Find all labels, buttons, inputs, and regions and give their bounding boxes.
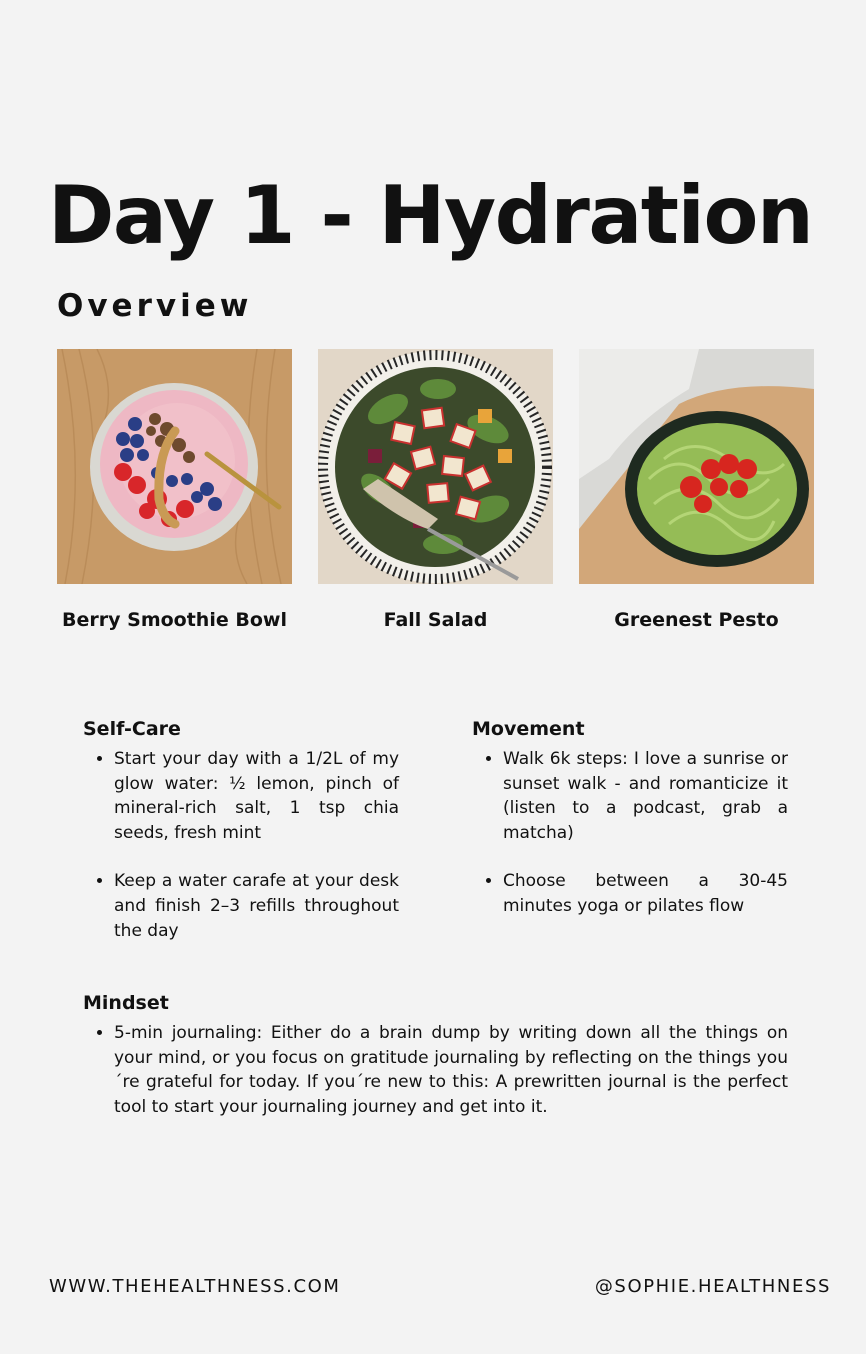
social-handle[interactable]: @SOPHIE.HEALTHNESS	[594, 1276, 831, 1297]
website-link[interactable]: WWW.THEHEALTHNESS.COM	[49, 1276, 341, 1297]
recipe-caption: Greenest Pesto	[614, 609, 779, 631]
list-item: • Start your day with a 1/2L of my glow water: ½ lemon, pinch of mineral-rich salt, 1 tsp chia seeds, fresh mint	[114, 747, 399, 845]
mindset-list	[83, 1021, 788, 1119]
overview-heading: Overview	[57, 288, 253, 324]
page-title: Day 1 - Hydration	[48, 169, 813, 262]
list-item: • Choose between a 30-45 minutes yoga or pilates flow	[503, 869, 788, 918]
section-heading: Mindset	[83, 992, 169, 1014]
fall-salad-photo	[318, 349, 553, 584]
berry-smoothie-bowl-photo	[57, 349, 292, 584]
movement-list	[472, 747, 788, 919]
self-care-section	[83, 715, 399, 967]
greenest-pesto-photo	[579, 349, 814, 584]
recipe-caption: Berry Smoothie Bowl	[62, 609, 287, 631]
self-care-list	[83, 747, 399, 943]
list-item: • Walk 6k steps: I love a sunrise or sunset walk - and romanticize it (listen to a podcast, grab a matcha)	[503, 747, 788, 845]
list-item: • Keep a water carafe at your desk and finish 2–3 refills throughout the day	[114, 869, 399, 943]
list-item: • 5-min journaling: Either do a brain dump by writing down all the things on your mind, or you focus on gratitude journaling by reflecting on the things you´re grateful for today. If you´re new to this: A prewritten journal is the perfect tool to start your journaling journey and get into it.	[114, 1021, 788, 1119]
section-heading: Movement	[472, 718, 585, 740]
recipe-caption: Fall Salad	[383, 609, 488, 631]
section-heading: Self-Care	[83, 718, 181, 740]
mindset-section	[83, 989, 788, 1143]
movement-section	[472, 715, 788, 943]
